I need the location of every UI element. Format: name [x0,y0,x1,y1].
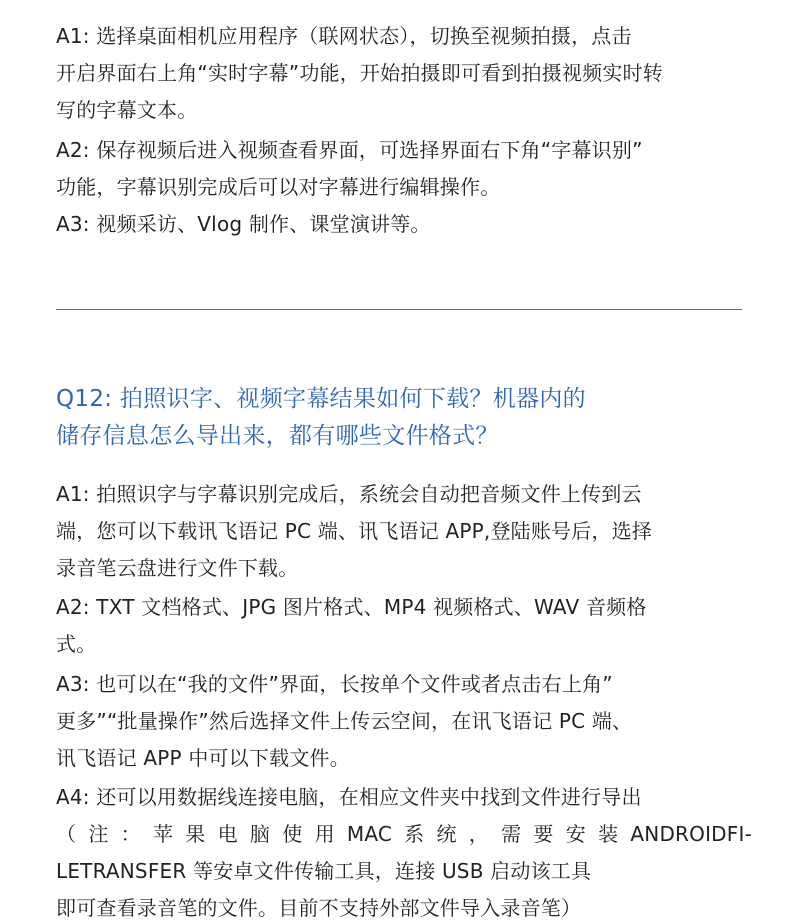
answer-line: 录音笔云盘进行文件下载。 [56,556,299,580]
answer-line: 式。 [56,632,97,656]
answer-line: 功能，字幕识别完成后可以对字幕进行编辑操作。 [56,175,501,199]
answer-line: LETRANSFER 等安卓文件传输工具，连接 USB 启动该工具 [56,859,592,883]
question-line: Q12: 拍照识字、视频字幕结果如何下载？机器内的 [56,386,586,412]
answer-line: A3: 视频采访、Vlog 制作、课堂演讲等。 [56,212,431,236]
answer-line: A4: 还可以用数据线连接电脑，在相应文件夹中找到文件进行导出 [56,785,642,809]
answer-line: 更多”“批量操作”然后选择文件上传云空间，在讯飞语记 PC 端、 [56,709,633,733]
answer-line: 即可查看录音笔的文件。目前不支持外部文件导入录音笔） [56,896,582,920]
section-divider [56,309,742,310]
answer-line: 开启界面右上角“实时字幕”功能，开始拍摄即可看到拍摄视频实时转 [56,61,663,85]
answer-line: A3: 也可以在“我的文件”界面，长按单个文件或者点击右上角” [56,672,613,696]
question-line: 储存信息怎么导出来，都有哪些文件格式？ [56,423,499,449]
answer-line: 写的字幕文本。 [56,98,198,122]
answer-line: A2: 保存视频后进入视频查看界面，可选择界面右下角“字幕识别” [56,138,643,162]
answer-line: A2: TXT 文档格式、JPG 图片格式、MP4 视频格式、WAV 音频格 [56,595,647,619]
answer-line: 端，您可以下载讯飞语记 PC 端、讯飞语记 APP,登陆账号后，选择 [56,519,653,543]
answer-line: A1: 拍照识字与字幕识别完成后，系统会自动把音频文件上传到云 [56,482,642,506]
answer-line: 讯飞语记 APP 中可以下载文件。 [56,746,350,770]
answer-line: A1: 选择桌面相机应用程序（联网状态），切换至视频拍摄，点击 [56,24,632,48]
answer-line: （注：苹果电脑使用MAC系统，需要安装ANDROIDFI- [56,822,752,846]
